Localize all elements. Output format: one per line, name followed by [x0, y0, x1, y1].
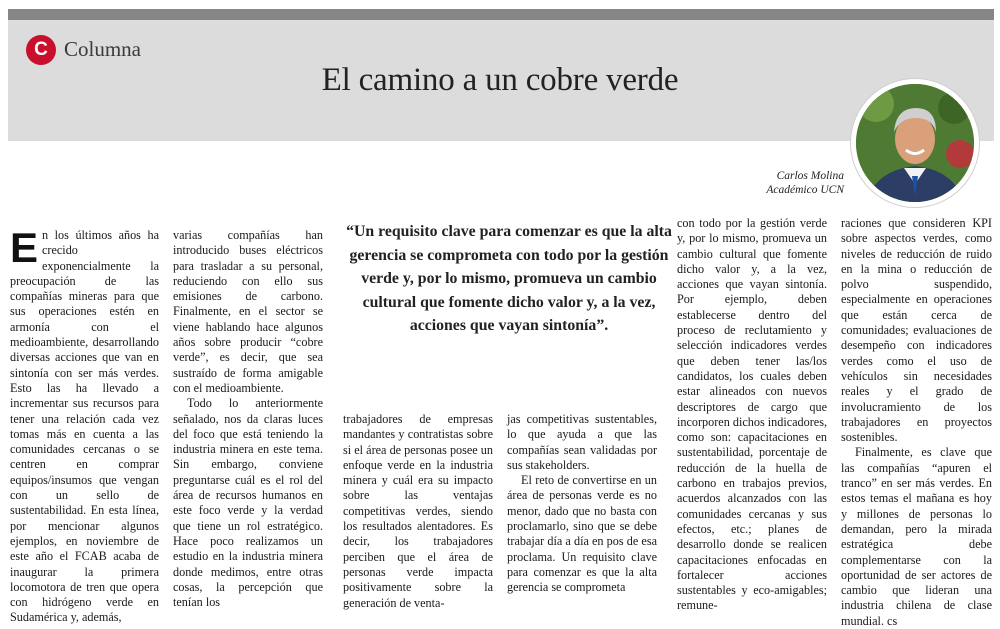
paragraph: varias compañías han introducido buses eléctricos para trasladar a su personal, reduciendo con ello sus emisiones de carbono. Finalmente, en el sector se viene hablando hace algunos años sobre producir “cobre verde”, es decir, que sea sustraído de forma amigable con el medioambiente. [173, 228, 323, 395]
paragraph-text: n los últimos años ha crecido exponencialmente la preocupación de las compañías mineras para que sus operaciones estén en armonía con el medioambiente, desarrollando diversas acciones que van en sintonía con ser más verdes. Esto las ha llevado a incrementar sus recursos para tener una relación cada vez tomas más en cuenta a las comunidades cercanas o se centren en comprar equipos/insumos que vengan con un sello de sustentabilidad. En esta línea, por mencionar algunos ejemplos, en noviembre de este año el FCAB acaba de inaugurar la primera locomotora de tren que opera con hidrógeno verde en Sudamérica y, además, [10, 228, 159, 625]
paragraph: trabajadores de empresas mandantes y contratistas sobre si el área de personas posee un enfoque verde en la industria minera y cuál era su impacto sobre las ventajas competitivas verdes, siendo los resultados alentadores. Es decir, los trabajadores perciben que el área de personas verde impacta positivamente sobre la generación de venta- [343, 412, 493, 610]
paragraph: jas competitivas sustentables, lo que ayuda a que las compañías sean validadas por sus stakeholders. [507, 412, 657, 472]
drop-cap: E [10, 224, 39, 271]
article-column-3 [343, 412, 493, 611]
article-column-5 [677, 216, 827, 614]
author-photo [851, 79, 979, 207]
section-label: Columna [64, 37, 141, 61]
article-column-6 [841, 216, 992, 629]
article-column-1 [10, 224, 159, 626]
paragraph: Finalmente, es clave que las compañías “apuren el tranco” en ser más verdes. En estos temas el mañana es hoy y millones de personas lo demandan, pero la mirada estratégica debe complementarse con la oportunidad de ser actores de cambio que lideran una industria chilena de clase mundial. cs [841, 445, 992, 628]
author-name: Carlos Molina [776, 170, 844, 182]
author-role: Académico UCN [766, 184, 844, 196]
paragraph: raciones que consideren KPI sobre aspectos verdes, como niveles de reducción de ruido en la mina o reducción de polvo suspendido, especialmente en operaciones que están cerca de comunidades; evaluaciones de desempeño con indicadores verdes como el uso de vehículos sin necesidades reales y el grado de involucramiento de los trabajadores en proyectos sostenibles. [841, 216, 992, 445]
paragraph: Todo lo anteriormente señalado, nos da claras luces del foco que está teniendo la industria minera en este tema. Sin embargo, conviene preguntarse cuál es el rol del área de recursos humanos en este foco verde y la verdad que tiene un rol estratégico. Hace poco realizamos un estudio en la industria minera donde medimos, entre otras cosas, la percepción que tenían los [173, 396, 323, 610]
paragraph: con todo por la gestión verde y, por lo mismo, promueva un cambio cultural que fomente dicho valor y, a la vez, acciones que vayan sintonía. Por ejemplo, deben establecerse dentro del proceso de reclutamiento y selección indicadores verdes que deben tener las/los candidatos, los cuales deben estar alineados con nuevos descriptores de cargo que incorporen dichos indicadores, como son: capacitaciones en sustentabilidad, porcentaje de reducción de la huella de carbono en trabajos previos, acuerdos alcanzados con las comunidades cercanas y sus efectos, etc.; planes de desarrollo donde se realicen capacitaciones enfocadas en fortalecer acciones sustentables y eco-amigables; remune- [677, 216, 827, 613]
top-bar [8, 9, 994, 20]
portrait-icon [856, 84, 974, 202]
section-icon: C [26, 35, 56, 65]
page-title: El camino a un cobre verde [321, 62, 679, 98]
paragraph [10, 224, 159, 626]
article-column-2 [173, 228, 323, 610]
article-column-4 [507, 412, 657, 596]
pull-quote: “Un requisito clave para comenzar es que la alta gerencia se comprometa con todo por la gestión verde y, por lo mismo, promueva un cambio cultural que fomente dicho valor y, a la vez, acciones que vayan sintonía”. [346, 223, 672, 334]
paragraph: El reto de convertirse en un área de personas verde es no menor, dado que no basta con proclamarlo, sino que se debe trabajar día a día en pos de esa proclama. Un requisito clave para comenzar es que la alta gerencia se comprometa [507, 473, 657, 595]
